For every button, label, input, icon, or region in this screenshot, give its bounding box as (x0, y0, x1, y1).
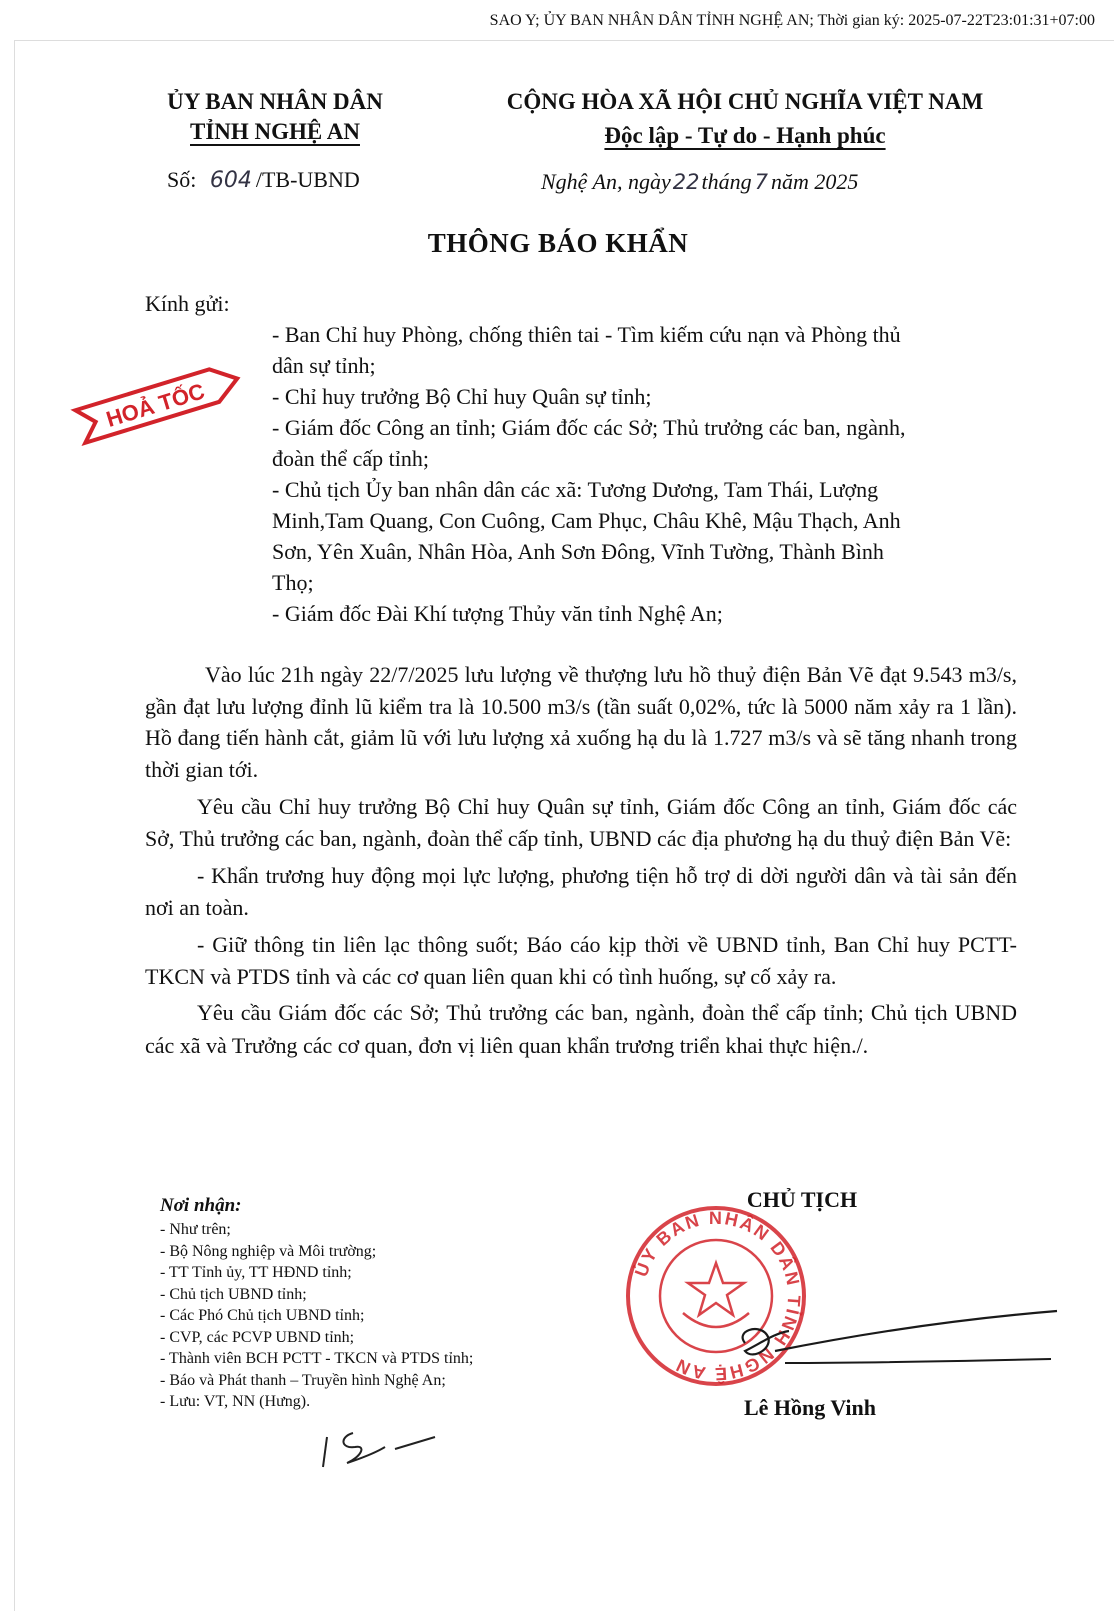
urgent-stamp-icon (59, 349, 249, 459)
body-paragraph: Yêu cầu Giám đốc các Sở; Thủ trưởng các ban, ngành, đoàn thể cấp tỉnh; Chủ tịch UBND các xã và Trưởng các cơ quan, đơn vị liên quan khẩn trương triển khai thực hiện./. (145, 1000, 1017, 1058)
nation-line-2: Độc lập - Tự do - Hạnh phúc (604, 123, 886, 148)
recipient-item: - Thành viên BCH PCTT - TKCN và PTDS tỉnh; (160, 1350, 474, 1367)
recipient-item: - CVP, các PCVP UBND tỉnh; (160, 1328, 355, 1346)
urgent-stamp (59, 349, 249, 459)
body-paragraph: Yêu cầu Chỉ huy trưởng Bộ Chỉ huy Quân sự tỉnh, Giám đốc Công an tỉnh, Giám đốc các Sở, Thủ trưởng các ban, ngành, đoàn thể cấp tỉnh, UBND các địa phương hạ du thuỷ điện Bản Vẽ: (145, 794, 1017, 851)
recipient-item: - TT Tỉnh ủy, TT HĐND tỉnh; (160, 1264, 352, 1281)
handwritten-signature (715, 1291, 1075, 1391)
nation-line-1: CỘNG HÒA XÃ HỘI CHỦ NGHĨA VIỆT NAM (506, 89, 984, 114)
addressee-line: Minh,Tam Quang, Con Cuông, Cam Phục, Châu Khê, Mậu Thạch, Anh (272, 508, 901, 533)
recipient-item: - Các Phó Chủ tịch UBND tỉnh; (160, 1307, 365, 1324)
body-paragraph: - Giữ thông tin liên lạc thông suốt; Báo cáo kịp thời về UBND tỉnh, Ban Chỉ huy PCTT-TKCN và PTDS tỉnh và các cơ quan liên quan khi có tình huống, sự cố xảy ra. (145, 932, 1017, 989)
addressee-line: đoàn thể cấp tỉnh; (272, 446, 430, 471)
addressee-list (272, 319, 1012, 629)
initial-mark (315, 1423, 445, 1473)
svg-text:HOẢ TỐC: HOẢ TỐC (103, 378, 208, 432)
addressee-line: - Giám đốc Công an tỉnh; Giám đốc các Sở; Thủ trưởng các ban, ngành, (272, 415, 906, 440)
recipient-item: - Lưu: VT, NN (Hưng). (160, 1393, 311, 1410)
number-handwritten: 604 (209, 168, 252, 193)
greeting: Kính gửi: (145, 291, 230, 316)
signer-name: Lê Hồng Vinh (743, 1395, 877, 1420)
org-line-2: TỈNH NGHỆ AN (190, 119, 360, 144)
signer-position: CHỦ TỊCH (746, 1187, 858, 1212)
digital-signature-line: SAO Y; ỦY BAN NHÂN DÂN TỈNH NGHỆ AN; Thời gian ký: 2025-07-22T23:01:31+07:00 (489, 12, 1095, 29)
addressee-line: Thọ; (272, 570, 314, 595)
date-day-handwritten: 22 (672, 170, 700, 194)
addressee-line: Sơn, Yên Xuân, Nhân Hòa, Anh Sơn Đông, Vĩnh Tường, Thành Bình (272, 539, 884, 564)
recipient-item: - Báo và Phát thanh – Truyền hình Nghệ An; (160, 1371, 446, 1389)
addressee-line: - Ban Chỉ huy Phòng, chống thiên tai - Tìm kiếm cứu nạn và Phòng thủ (272, 322, 901, 347)
org-line-1: ỦY BAN NHÂN DÂN (167, 89, 383, 114)
addressee-line: dân sự tỉnh; (272, 353, 376, 378)
body-paragraph: Vào lúc 21h ngày 22/7/2025 lưu lượng về thượng lưu hồ thuỷ điện Bản Vẽ đạt 9.543 m3/s, gần đạt lưu lượng đỉnh lũ kiểm tra là 10.500 m3/s (tần suất 0,02%, tức là 5000 năm xảy ra 1 lần). Hồ đang tiến hành cắt, giảm lũ với lưu lượng xả xuống hạ du là 1.727 m3/s và sẽ tăng nhanh trong thời gian tới. (145, 662, 1017, 782)
recipients-block (160, 1193, 580, 1413)
signature-stroke-icon (715, 1291, 1075, 1391)
date-month-handwritten: 7 (754, 170, 768, 194)
issue-date: Nghệ An, ngày22tháng 7 năm 2025 (541, 169, 859, 194)
recipient-item: - Bộ Nông nghiệp và Môi trường; (160, 1242, 377, 1260)
recipients-heading: Nơi nhận: (160, 1195, 242, 1216)
document-number: Số: 604 /TB-UBND (167, 167, 360, 193)
initial-scribble-icon (315, 1423, 445, 1473)
recipient-item: - Như trên; (160, 1221, 231, 1238)
addressee-line: - Chủ tịch Ủy ban nhân dân các xã: Tương Dương, Tam Thái, Lượng (272, 477, 879, 502)
addressee-line: - Giám đốc Đài Khí tượng Thủy văn tỉnh Nghệ An; (272, 601, 723, 626)
body-paragraph: - Khẩn trương huy động mọi lực lượng, phương tiện hỗ trợ di dời người dân và tài sản đến nơi an toàn. (145, 863, 1017, 920)
national-header (485, 87, 1005, 151)
svg-text:ỦY BAN NHÂN DÂN TỈNH NGHỆ AN: ỦY BAN NHÂN DÂN TỈNH NGHỆ AN (630, 1207, 805, 1385)
document-title: THÔNG BÁO KHẨN (427, 228, 689, 258)
document-page (14, 40, 1114, 1611)
document-body (145, 659, 1017, 1062)
addressee-line: - Chỉ huy trưởng Bộ Chỉ huy Quân sự tỉnh; (272, 384, 652, 409)
issuing-org (165, 87, 385, 147)
recipient-item: - Chủ tịch UBND tỉnh; (160, 1285, 307, 1303)
